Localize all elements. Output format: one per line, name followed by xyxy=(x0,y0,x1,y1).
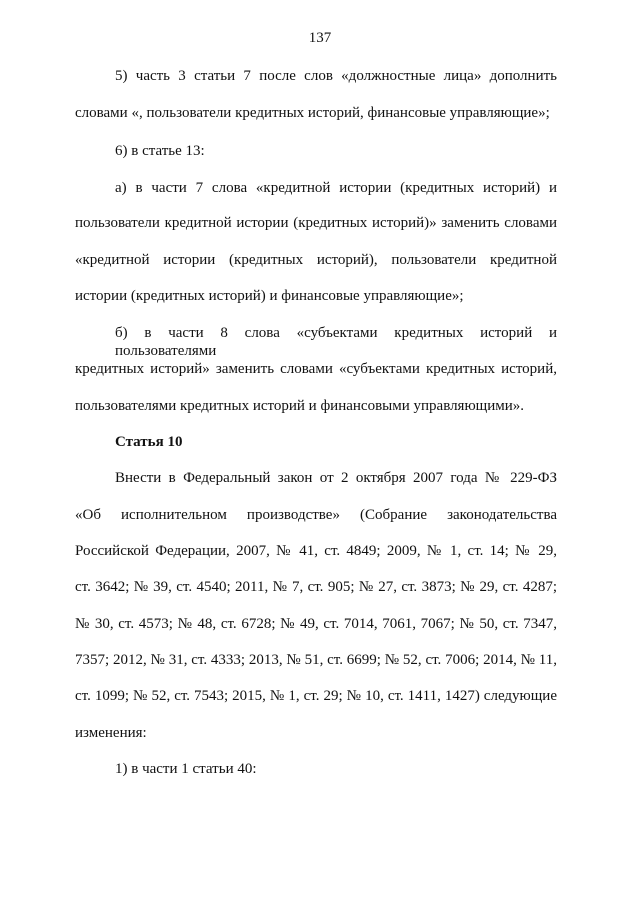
text-line: изменения: xyxy=(75,725,147,741)
text-line: Российской Федерации, 2007, № 41, ст. 4849; 2009, № 1, ст. 14; № 29, xyxy=(75,543,557,559)
text-line: истории (кредитных историй) и финансовые управляющие»; xyxy=(75,288,464,304)
text-line: 7357; 2012, № 31, ст. 4333; 2013, № 51, ст. 6699; № 52, ст. 7006; 2014, № 11, xyxy=(75,652,557,668)
text-line: Внести в Федеральный закон от 2 октября 2007 года № 229-ФЗ xyxy=(115,470,557,486)
text-line: 1) в части 1 статьи 40: xyxy=(115,761,257,777)
text-line: «Об исполнительном производстве» (Собрание законодательства xyxy=(75,507,557,523)
text-line: ст. 3642; № 39, ст. 4540; 2011, № 7, ст. 905; № 27, ст. 3873; № 29, ст. 4287; xyxy=(75,579,557,595)
text-line: б) в части 8 слова «субъектами кредитных историй и пользователями xyxy=(115,325,557,359)
text-line: № 30, ст. 4573; № 48, ст. 6728; № 49, ст. 7014, 7061, 7067; № 50, ст. 7347, xyxy=(75,616,557,632)
text-line: пользователями кредитных историй и финансовыми управляющими». xyxy=(75,398,525,414)
text-line: 5) часть 3 статьи 7 после слов «должностные лица» дополнить xyxy=(115,68,557,84)
text-line: а) в части 7 слова «кредитной истории (кредитных историй) и xyxy=(115,180,557,196)
text-line: 6) в статье 13: xyxy=(115,143,205,159)
text-line: «кредитной истории (кредитных историй), пользователи кредитной xyxy=(75,252,557,268)
text-line: словами «, пользователи кредитных историй, финансовые управляющие»; xyxy=(75,105,550,121)
text-line: кредитных историй» заменить словами «субъектами кредитных историй, xyxy=(75,361,557,377)
page-number: 137 xyxy=(308,30,332,46)
text-line: ст. 1099; № 52, ст. 7543; 2015, № 1, ст. 29; № 10, ст. 1411, 1427) следующие xyxy=(75,688,557,704)
article-heading: Статья 10 xyxy=(115,434,183,450)
text-line: пользователи кредитной истории (кредитных историй)» заменить словами xyxy=(75,215,557,231)
